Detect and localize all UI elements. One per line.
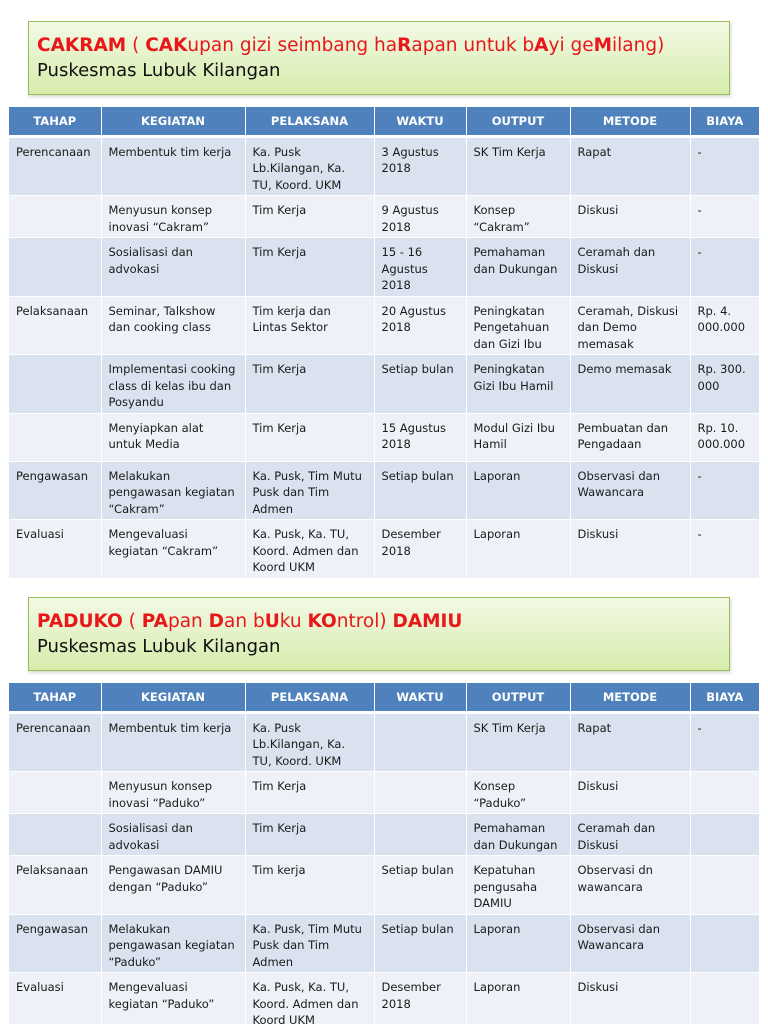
title-part: pan xyxy=(167,611,209,632)
cell-metode: Observasi dan Wawancara xyxy=(570,914,690,973)
table-row xyxy=(9,238,759,297)
column-header-pelaksana: PELAKSANA xyxy=(245,107,374,136)
title-part: ilang) xyxy=(612,35,665,56)
cell-output: Konsep “Cakram” xyxy=(466,196,570,238)
cell-kegiatan: Menyusun konsep inovasi “Paduko” xyxy=(101,772,245,814)
table-row xyxy=(9,355,759,414)
cell-waktu: 3 Agustus 2018 xyxy=(374,136,466,196)
cell-pelaksana: Ka. Pusk Lb.Kilangan, Ka. TU, Koord. UKM xyxy=(245,712,374,772)
cell-tahap xyxy=(9,355,101,414)
title-part: M xyxy=(593,35,613,56)
cell-kegiatan: Membentuk tim kerja xyxy=(101,136,245,196)
cell-tahap xyxy=(9,238,101,297)
cell-biaya: Rp. 4. 000.000 xyxy=(690,296,759,355)
table-row xyxy=(9,136,759,196)
title-part: upan gizi seimbang ha xyxy=(187,35,398,56)
cell-waktu: Desember 2018 xyxy=(374,520,466,579)
cell-tahap: Evaluasi xyxy=(9,520,101,579)
title-part: CAKRAM xyxy=(37,35,127,56)
table-row xyxy=(9,413,759,461)
cell-pelaksana: Ka. Pusk, Ka. TU, Koord. Admen dan Koord UKM xyxy=(245,520,374,579)
cell-waktu: Setiap bulan xyxy=(374,355,466,414)
title-part: ( xyxy=(126,35,146,56)
cell-kegiatan: Pengawasan DAMIU dengan “Paduko” xyxy=(101,856,245,915)
cell-biaya xyxy=(690,973,759,1024)
cell-kegiatan: Menyiapkan alat untuk Media xyxy=(101,413,245,461)
column-header-kegiatan: KEGIATAN xyxy=(101,107,245,136)
cell-output: Laporan xyxy=(466,914,570,973)
cell-biaya: - xyxy=(690,136,759,196)
cell-output: Kepatuhan pengusaha DAMIU xyxy=(466,856,570,915)
title-part: CAK xyxy=(145,35,188,56)
cell-kegiatan: Sosialisasi dan advokasi xyxy=(101,814,245,856)
cell-pelaksana: Tim Kerja xyxy=(245,814,374,856)
cell-kegiatan: Seminar, Talkshow dan cooking class xyxy=(101,296,245,355)
cell-metode: Rapat xyxy=(570,712,690,772)
cell-output: Peningkatan Gizi Ibu Hamil xyxy=(466,355,570,414)
cell-output: SK Tim Kerja xyxy=(466,712,570,772)
title-part: PADUKO xyxy=(37,611,123,632)
cell-kegiatan: Menyusun konsep inovasi “Cakram” xyxy=(101,196,245,238)
cell-biaya: Rp. 300. 000 xyxy=(690,355,759,414)
cell-tahap xyxy=(9,413,101,461)
title-part: DAMIU xyxy=(392,611,463,632)
cell-kegiatan: Melakukan pengawasan kegiatan “Cakram” xyxy=(101,461,245,520)
cell-biaya xyxy=(690,856,759,915)
paduko-title xyxy=(37,610,729,634)
cell-tahap: Pelaksanaan xyxy=(9,296,101,355)
cell-metode: Observasi dan Wawancara xyxy=(570,461,690,520)
cell-biaya: Rp. 10. 000.000 xyxy=(690,413,759,461)
cell-biaya xyxy=(690,814,759,856)
paduko-title-box xyxy=(28,597,730,671)
table-row xyxy=(9,712,759,772)
paduko-table xyxy=(9,683,759,1024)
title-part: R xyxy=(397,35,412,56)
cell-output: Laporan xyxy=(466,520,570,579)
cell-metode: Demo memasak xyxy=(570,355,690,414)
title-part: PA xyxy=(141,611,168,632)
cell-pelaksana: Tim Kerja xyxy=(245,238,374,297)
cell-pelaksana: Tim Kerja xyxy=(245,196,374,238)
title-part: A xyxy=(534,35,549,56)
cell-tahap xyxy=(9,814,101,856)
cell-kegiatan: Membentuk tim kerja xyxy=(101,712,245,772)
cakram-title-box xyxy=(28,21,730,95)
cakram-table xyxy=(9,107,759,579)
column-header-biaya: BIAYA xyxy=(690,683,759,712)
cell-metode: Observasi dn wawancara xyxy=(570,856,690,915)
cell-tahap: Perencanaan xyxy=(9,712,101,772)
title-part: ku xyxy=(279,611,308,632)
cell-waktu: 15 - 16 Agustus 2018 xyxy=(374,238,466,297)
title-part: KO xyxy=(307,611,337,632)
cell-pelaksana: Tim Kerja xyxy=(245,772,374,814)
cell-waktu xyxy=(374,814,466,856)
column-header-pelaksana: PELAKSANA xyxy=(245,683,374,712)
table-row xyxy=(9,196,759,238)
cell-tahap: Evaluasi xyxy=(9,973,101,1024)
cell-kegiatan: Mengevaluasi kegiatan “Paduko” xyxy=(101,973,245,1024)
table-row xyxy=(9,772,759,814)
cakram-subtitle: Puskesmas Lubuk Kilangan xyxy=(37,60,281,81)
cell-biaya: - xyxy=(690,238,759,297)
title-part: U xyxy=(264,611,280,632)
title-part: apan untuk b xyxy=(411,35,535,56)
cell-output: Peningkatan Pengetahuan dan Gizi Ibu xyxy=(466,296,570,355)
cell-tahap: Pengawasan xyxy=(9,461,101,520)
column-header-waktu: WAKTU xyxy=(374,107,466,136)
cell-biaya: - xyxy=(690,712,759,772)
table-row xyxy=(9,973,759,1024)
paduko-subtitle: Puskesmas Lubuk Kilangan xyxy=(37,636,281,657)
cell-kegiatan: Mengevaluasi kegiatan “Cakram” xyxy=(101,520,245,579)
cell-waktu xyxy=(374,712,466,772)
column-header-biaya: BIAYA xyxy=(690,107,759,136)
cell-tahap: Pengawasan xyxy=(9,914,101,973)
cell-output: Laporan xyxy=(466,973,570,1024)
cell-output: Pemahaman dan Dukungan xyxy=(466,814,570,856)
cell-pelaksana: Tim Kerja xyxy=(245,413,374,461)
cell-waktu: Setiap bulan xyxy=(374,461,466,520)
cell-pelaksana: Ka. Pusk, Ka. TU, Koord. Admen dan Koord UKM xyxy=(245,973,374,1024)
table-row xyxy=(9,814,759,856)
cell-metode: Ceramah dan Diskusi xyxy=(570,814,690,856)
cell-metode: Diskusi xyxy=(570,772,690,814)
cell-biaya: - xyxy=(690,196,759,238)
cell-biaya: - xyxy=(690,461,759,520)
cell-pelaksana: Tim kerja xyxy=(245,856,374,915)
cell-metode: Ceramah, Diskusi dan Demo memasak xyxy=(570,296,690,355)
title-part: an b xyxy=(224,611,265,632)
cell-waktu: 9 Agustus 2018 xyxy=(374,196,466,238)
cell-waktu: Desember 2018 xyxy=(374,973,466,1024)
cell-output: Pemahaman dan Dukungan xyxy=(466,238,570,297)
table-row xyxy=(9,520,759,579)
column-header-tahap: TAHAP xyxy=(9,107,101,136)
column-header-metode: METODE xyxy=(570,107,690,136)
cakram-title xyxy=(37,34,729,58)
cell-biaya xyxy=(690,772,759,814)
table-row xyxy=(9,856,759,915)
column-header-kegiatan: KEGIATAN xyxy=(101,683,245,712)
table-row xyxy=(9,296,759,355)
cell-metode: Pembuatan dan Pengadaan xyxy=(570,413,690,461)
cell-pelaksana: Tim kerja dan Lintas Sektor xyxy=(245,296,374,355)
title-part: ntrol) xyxy=(336,611,393,632)
column-header-output: OUTPUT xyxy=(466,683,570,712)
cell-output: SK Tim Kerja xyxy=(466,136,570,196)
cell-tahap: Perencanaan xyxy=(9,136,101,196)
cell-waktu: Setiap bulan xyxy=(374,914,466,973)
cell-pelaksana: Ka. Pusk Lb.Kilangan, Ka. TU, Koord. UKM xyxy=(245,136,374,196)
cell-output: Modul Gizi Ibu Hamil xyxy=(466,413,570,461)
title-part: ( xyxy=(122,611,142,632)
cell-metode: Diskusi xyxy=(570,196,690,238)
cell-kegiatan: Sosialisasi dan advokasi xyxy=(101,238,245,297)
table-row xyxy=(9,461,759,520)
cell-metode: Ceramah dan Diskusi xyxy=(570,238,690,297)
cell-output: Laporan xyxy=(466,461,570,520)
cell-waktu: Setiap bulan xyxy=(374,856,466,915)
cell-output: Konsep “Paduko” xyxy=(466,772,570,814)
title-part: D xyxy=(208,611,225,632)
table-header-row xyxy=(9,683,759,712)
cell-metode: Diskusi xyxy=(570,973,690,1024)
cell-waktu xyxy=(374,772,466,814)
cell-pelaksana: Ka. Pusk, Tim Mutu Pusk dan Tim Admen xyxy=(245,461,374,520)
cell-biaya xyxy=(690,914,759,973)
cell-waktu: 20 Agustus 2018 xyxy=(374,296,466,355)
cell-pelaksana: Tim Kerja xyxy=(245,355,374,414)
cell-tahap: Pelaksanaan xyxy=(9,856,101,915)
table-header-row xyxy=(9,107,759,136)
cell-tahap xyxy=(9,196,101,238)
cell-tahap xyxy=(9,772,101,814)
column-header-output: OUTPUT xyxy=(466,107,570,136)
cell-kegiatan: Melakukan pengawasan kegiatan “Paduko” xyxy=(101,914,245,973)
cell-kegiatan: Implementasi cooking class di kelas ibu dan Posyandu xyxy=(101,355,245,414)
table-row xyxy=(9,914,759,973)
cell-pelaksana: Ka. Pusk, Tim Mutu Pusk dan Tim Admen xyxy=(245,914,374,973)
cell-metode: Rapat xyxy=(570,136,690,196)
cell-biaya: - xyxy=(690,520,759,579)
column-header-tahap: TAHAP xyxy=(9,683,101,712)
column-header-waktu: WAKTU xyxy=(374,683,466,712)
cell-metode: Diskusi xyxy=(570,520,690,579)
title-part: yi ge xyxy=(548,35,594,56)
cell-waktu: 15 Agustus 2018 xyxy=(374,413,466,461)
column-header-metode: METODE xyxy=(570,683,690,712)
